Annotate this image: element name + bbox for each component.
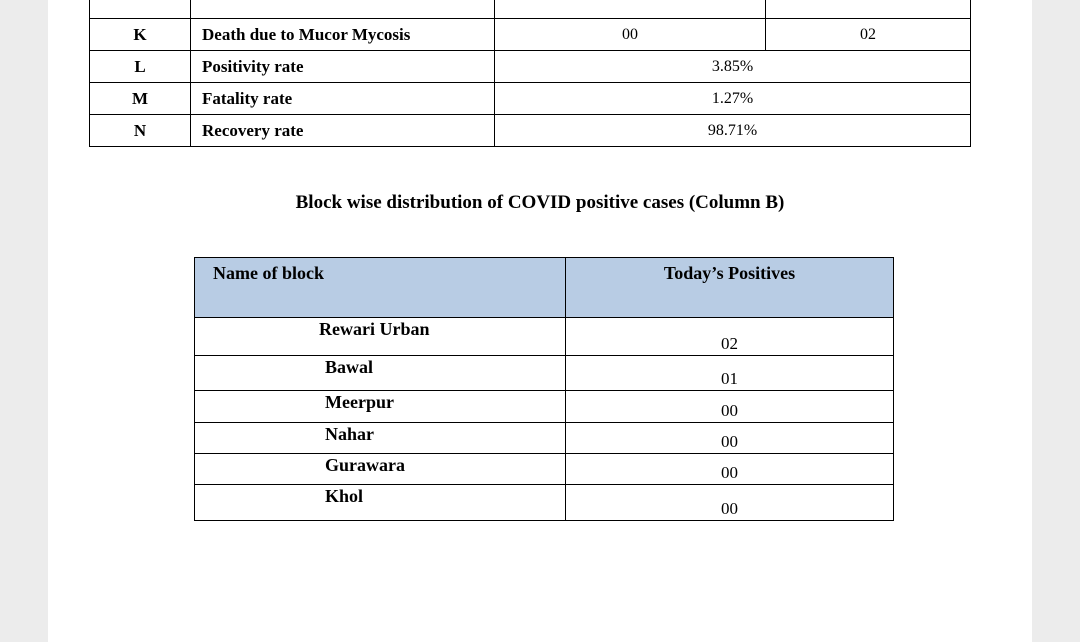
block-name: Rewari Urban [195, 318, 566, 356]
row-label: Recovery rate [191, 115, 495, 147]
row-value: 1.27% [495, 83, 971, 115]
row-value: 3.85% [495, 51, 971, 83]
table-row [90, 19, 971, 51]
section-heading: Block wise distribution of COVID positive cases (Column B) [295, 192, 785, 213]
block-value: 00 [566, 423, 894, 454]
table-row [90, 0, 971, 19]
row-value-left: 00 [495, 19, 766, 51]
block-name: Khol [195, 485, 566, 521]
table-row [90, 51, 971, 83]
block-name: Nahar [195, 423, 566, 454]
table-row [90, 83, 971, 115]
header-name-of-block: Name of block [195, 258, 566, 318]
block-value: 00 [566, 391, 894, 423]
row-code: N [90, 115, 191, 147]
block-table [194, 257, 894, 521]
block-value: 00 [566, 454, 894, 485]
table-row [195, 356, 894, 391]
block-name: Gurawara [195, 454, 566, 485]
row-code: L [90, 51, 191, 83]
block-name: Meerpur [195, 391, 566, 423]
block-value: 01 [566, 356, 894, 391]
block-name: Bawal [195, 356, 566, 391]
table-row [90, 115, 971, 147]
block-value: 02 [566, 318, 894, 356]
row-value-right: 02 [766, 19, 971, 51]
table-row [195, 423, 894, 454]
table-header-row [195, 258, 894, 318]
table-row [195, 391, 894, 423]
table-row [195, 454, 894, 485]
row-code: M [90, 83, 191, 115]
row-label: Death due to Mucor Mycosis [191, 19, 495, 51]
table-row [195, 318, 894, 356]
table-row [195, 485, 894, 521]
row-value: 98.71% [495, 115, 971, 147]
row-code: K [90, 19, 191, 51]
header-todays-positives: Today’s Positives [566, 258, 894, 318]
block-value: 00 [566, 485, 894, 521]
summary-table [89, 0, 971, 147]
row-label: Positivity rate [191, 51, 495, 83]
row-label: Fatality rate [191, 83, 495, 115]
